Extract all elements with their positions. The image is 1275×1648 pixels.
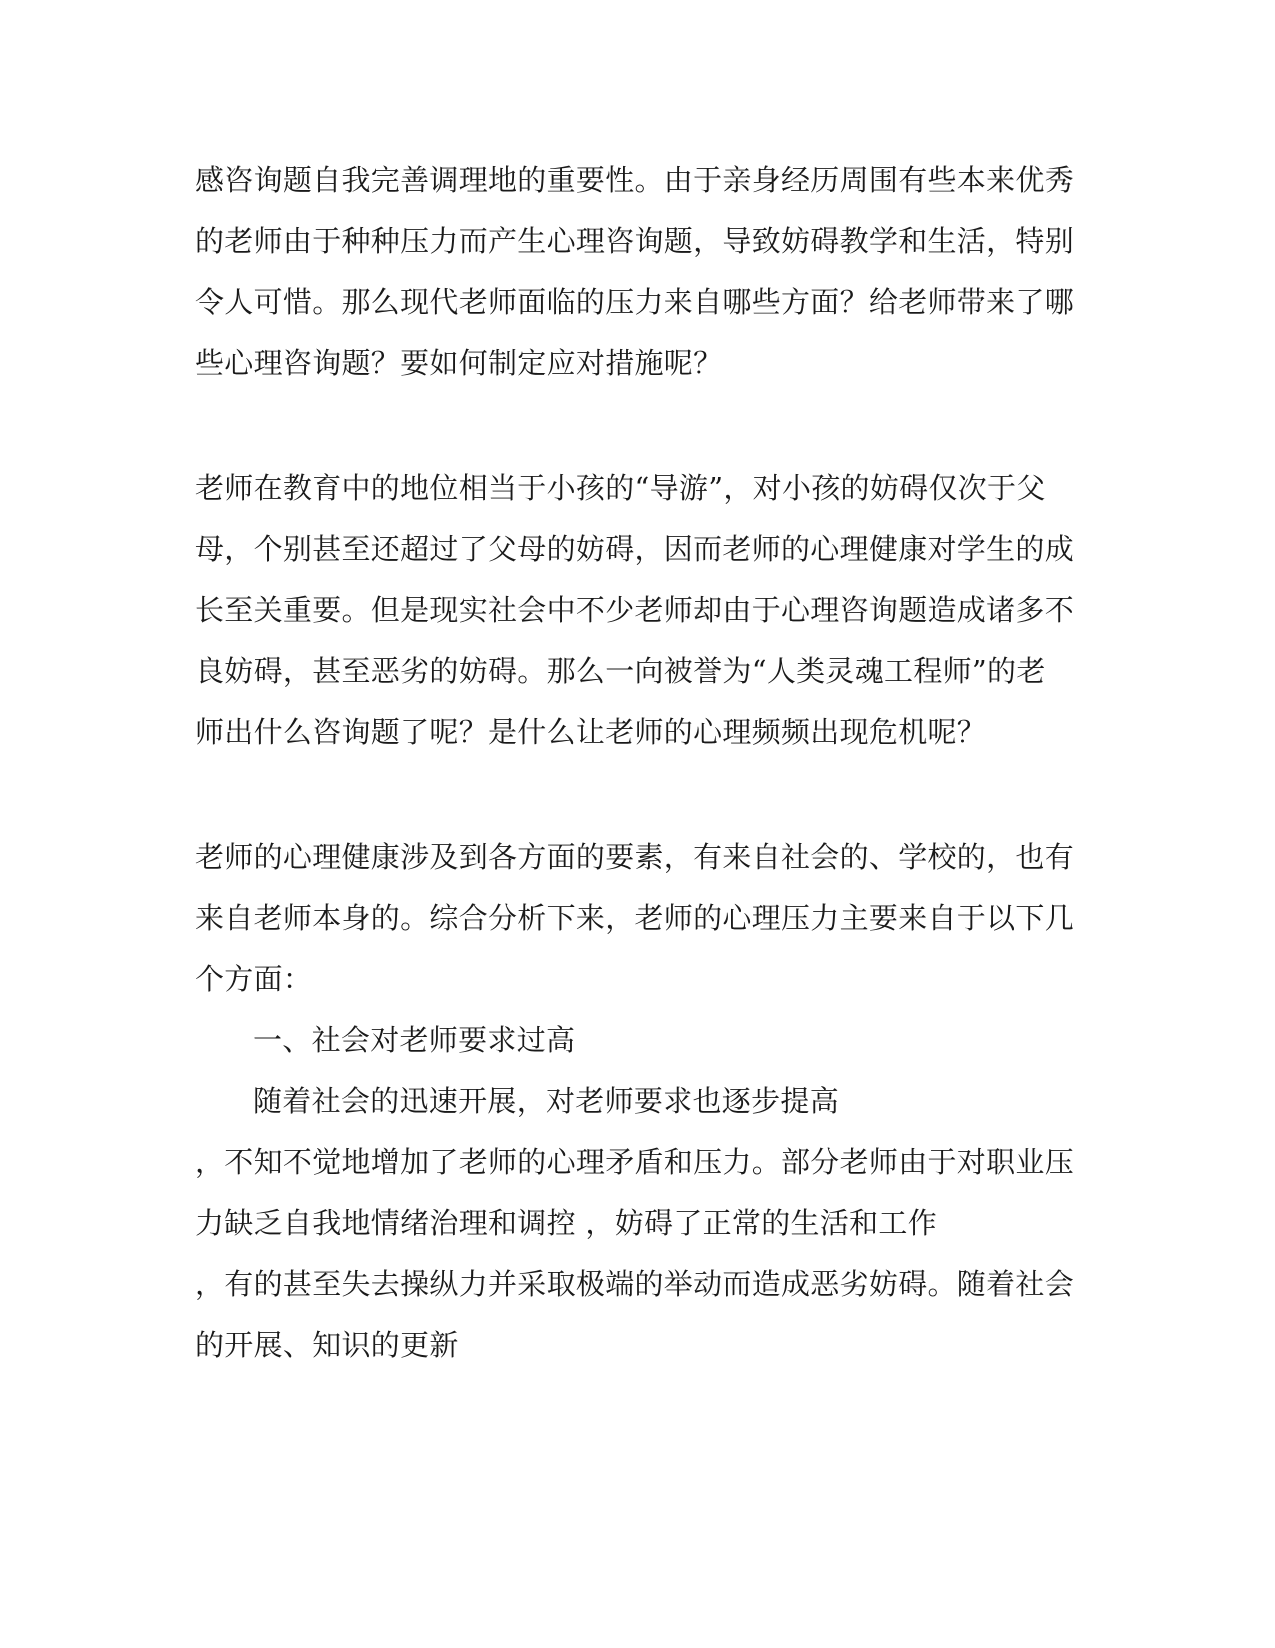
paragraph-3-line-2: 来自老师本身的。综合分析下来，老师的心理压力主要来自于以下几 (195, 901, 1075, 935)
paragraph-1-line-4: 些心理咨询题？要如何制定应对措施呢？ (195, 346, 723, 380)
paragraph-2-line-1: 老师在教育中的地位相当于小孩的“导游”，对小孩的妨碍仅次于父 (195, 471, 1046, 505)
paragraph-4-line-3: 力缺乏自我地情绪治理和调控 ，妨碍了正常的生活和工作 (195, 1206, 938, 1240)
paragraph-4-line-1: 随着社会的迅速开展，对老师要求也逐步提高 (253, 1084, 840, 1118)
paragraph-2-line-3: 长至关重要。但是现实社会中不少老师却由于心理咨询题造成诸多不 (195, 593, 1075, 627)
paragraph-4-line-2: ，不知不觉地增加了老师的心理矛盾和压力。部分老师由于对职业压 (195, 1145, 1075, 1179)
paragraph-3-line-3: 个方面： (195, 962, 313, 996)
paragraph-1-line-3: 令人可惜。那么现代老师面临的压力来自哪些方面？给老师带来了哪 (195, 285, 1075, 319)
paragraph-1-line-2: 的老师由于种种压力而产生心理咨询题，导致妨碍教学和生活，特别 (195, 224, 1075, 258)
paragraph-2-line-4: 良妨碍，甚至恶劣的妨碍。那么一向被誉为“人类灵魂工程师”的老 (195, 654, 1046, 688)
section-heading: 一、社会对老师要求过高 (253, 1023, 576, 1057)
paragraph-2-line-2: 母，个别甚至还超过了父母的妨碍，因而老师的心理健康对学生的成 (195, 532, 1075, 566)
paragraph-1-line-1: 感咨询题自我完善调理地的重要性。由于亲身经历周围有些本来优秀 (195, 163, 1075, 197)
paragraph-4-line-4: ，有的甚至失去操纵力并采取极端的举动而造成恶劣妨碍。随着社会 (195, 1267, 1075, 1301)
paragraph-3-line-1: 老师的心理健康涉及到各方面的要素，有来自社会的、学校的，也有 (195, 840, 1075, 874)
paragraph-2-line-5: 师出什么咨询题了呢？是什么让老师的心理频频出现危机呢？ (195, 715, 987, 749)
paragraph-4-line-5: 的开展、知识的更新 (195, 1328, 459, 1362)
